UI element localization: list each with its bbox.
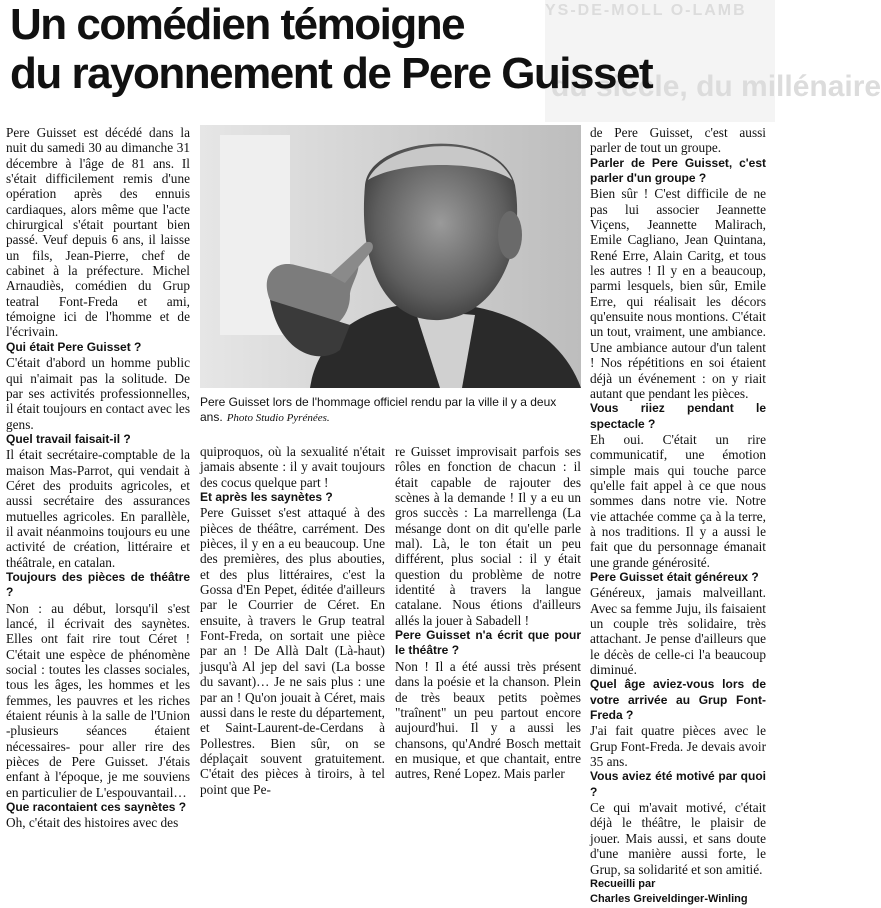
article-paragraph: Oh, c'était des histoires avec des	[6, 815, 179, 831]
article-paragraph: Pere Guisset est décédé dans la nuit du samedi 30 au dimanche 31 décembre à l'âge de 81 ans. Il s'était difficilement remis d'une opération après des ennuis cardiaques, alors même que l'acte chirurgical s'était pourtant bien passé. Veuf depuis 6 ans, il laisse un fils, Jean-Pierre, chef de cabinet à la préfecture. Michel Arnaudiès, comédien du Grup teatral Font-Freda et ami, témoigne ici de l'homme et de l'écrivain.	[6, 125, 190, 340]
interview-question: Quel âge aviez-vous lors de votre arrivée au Grup Font-Freda ?	[590, 677, 766, 723]
photo-caption	[200, 395, 581, 425]
interview-question: Pere Guisset n'a écrit que pour le théâtre ?	[395, 628, 581, 658]
background-ghost-text-top: YS-DE-MOLL O-LAMB	[545, 2, 747, 19]
portrait-photo	[200, 125, 581, 388]
article-paragraph: Non ! Il a été aussi très présent dans la poésie et la chanson. Plein de très beaux petits poèmes "traînent" un peu partout encore aujourd'hui. Il y a aussi les chansons, qu'André Bosch mettait en musique, et que chantait, entre autres, René Lopez. Mais parler	[395, 658, 581, 782]
article-paragraph: Pere Guisset s'est attaqué à des pièces de théâtre, carrément. Des pièces, il y en a eu beaucoup. Une des premières, des plus abouties, et des plus littéraires, c'est la Gossa d'En Pepet, éditée d'ailleurs par le Courrier de Céret. En ensuite, à travers le Grup teatral Font-Freda, on sortait une pièce par an ! De Allà Dalt (Là-haut) jusqu'à Al jep del savi (La bosse du savant)… Je ne sais plus : une par an ! Qu'on jouait à Céret, mais aussi dans le reste du département, et Saint-Laurent-de-Cerdans à Pollestres. Bien sûr, on se déplaçait souvent gratuitement. C'était des pièces à tiroirs, à tel point que Pe-	[200, 505, 385, 797]
interview-question: Pere Guisset était généreux ?	[590, 569, 759, 584]
interview-question: Et après les saynètes ?	[200, 490, 333, 505]
article-headline: Un comédien témoigne du rayonnement de Pere Guisset	[10, 0, 653, 98]
interview-question: Qui était Pere Guisset ?	[6, 339, 142, 354]
interview-question: Vous aviez été motivé par quoi ?	[590, 769, 766, 799]
portrait-illustration	[200, 125, 581, 388]
article-paragraph: J'ai fait quatre pièces avec le Grup Font-Freda. Je devais avoir 35 ans.	[590, 723, 766, 770]
article-paragraph: Il était secrétaire-comptable de la maison Mas-Parrot, qui vendait à Céret des produits agricoles, et aussi secrétaire des assurances mutuelles agricoles. En parallèle, il avait néanmoins toujours eu une activité de création, littéraire et théâtrale, en catalan.	[6, 447, 190, 570]
background-ghost-text-headline: du siècle, du millénaire	[551, 70, 881, 103]
article-paragraph: Eh oui. C'était un rire communicatif, une émotion simple mais qui touche parce qu'elle fait appel à ce que nous sommes dans notre vie. Notre vie attachée comme ça à la terre, à nos traditions. Il y a aussi le fait que du personnage émanait une grande générosité.	[590, 431, 766, 570]
interview-question: Vous riiez pendant le spectacle ?	[590, 401, 766, 431]
byline-label: Recueilli par	[590, 877, 656, 890]
article-paragraph: quiproquos, où la sexualité n'était jamais absente : il y avait toujours des cocus quelque part !	[200, 444, 385, 490]
interview-question: Toujours des pièces de théâtre ?	[6, 569, 190, 600]
article-column-3	[395, 444, 581, 782]
article-paragraph: re Guisset improvisait parfois ses rôles en fonction de chacun : il était capable de rajouter des scènes à la demande ! Il y a eu un gros succès : La marrellenga (La mésange dont on dit qu'elle parle mal). Là, le ton était un peu différent, plus social : il y était question du problème de notre identité à travers la langue catalane. Nous étions d'ailleurs allés la jouer à Sabadell !	[395, 444, 581, 628]
interview-question: Quel travail faisait-il ?	[6, 431, 131, 446]
caption-text: Pere Guisset lors de l'hommage officiel rendu par la ville il y a deux ans.	[200, 395, 557, 424]
byline-author: Charles Greiveldinger-Winling	[590, 893, 748, 906]
article-paragraph: C'était d'abord un homme public qui n'aimait pas la solitude. De par ses activités professionnelles, il était toujours en contact avec les gens.	[6, 355, 190, 432]
article-paragraph: Ce qui m'avait motivé, c'était déjà le théâtre, le plaisir de jouer. Mais aussi, et sans doute d'une manière aussi forte, le Grup, sa solidarité et son amitié.	[590, 800, 766, 877]
article-paragraph: de Pere Guisset, c'est aussi parler de tout un groupe.	[590, 125, 766, 156]
article-column-1	[6, 125, 190, 831]
article-paragraph: Généreux, jamais malveillant. Avec sa femme Juju, ils faisaient un couple très solidaire, très attachant. Je pense d'ailleurs que le décès de celle-ci l'a beaucoup diminué.	[590, 585, 766, 678]
article-column-2	[200, 444, 385, 797]
photo-credit: Photo Studio Pyrénées.	[226, 411, 330, 424]
interview-question: Parler de Pere Guisset, c'est parler d'un groupe ?	[590, 155, 766, 186]
article-paragraph: Non : au début, lorsqu'il s'est lancé, il écrivait des saynètes. Elles ont fait rire tout Céret ! C'était une espèce de phénomène social : toutes les classes sociales, tous les âges, les hommes et les femmes, les pauvres et les riches étaient réunis à la salle de l'Union -plusieurs séances étaient nécessaires- pour aller rire des pièces de Pere Guisset. J'étais enfant à l'époque, je me souviens en particulier de L'espouvantail…	[6, 600, 190, 800]
interview-question: Que racontaient ces saynètes ?	[6, 800, 187, 815]
article-paragraph: Bien sûr ! C'est difficile de ne pas lui associer Jeannette Viçens, Jeannette Malirach, Emile Cagliano, Jean Quintana, René Erre, Alain Caritg, et tous les autres ! Il y en a beaucoup, parmi lesquels, bien sûr, Emile Erre, qui réalisait les décors qu'ensuite nous montions. C'était un tout, vraiment, une ambiance. Une ambiance autour d'un talent ! Nos répétitions en soi étaient déjà un événement : on y riait autant que pendant les pièces.	[590, 186, 766, 401]
article-column-4	[590, 125, 766, 908]
